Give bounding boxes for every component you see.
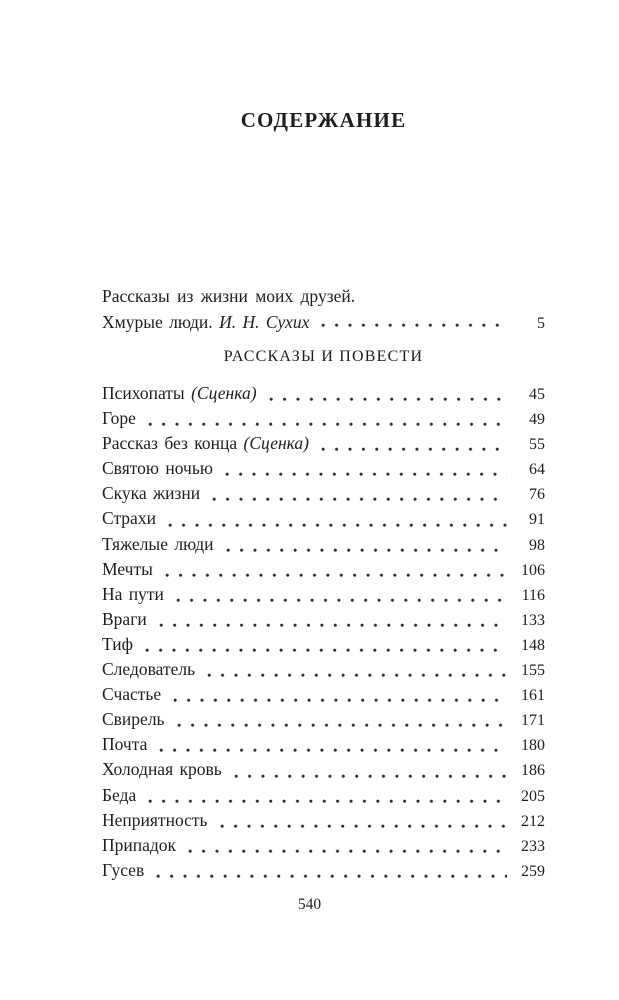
toc-row bbox=[102, 860, 545, 885]
toc-entry-title: Рассказ без конца (Сценка) bbox=[102, 433, 309, 454]
toc-entry-page: 161 bbox=[521, 687, 545, 705]
toc-entry-subtitle: (Сценка) bbox=[237, 433, 309, 454]
intro-line-2-text: Хмурые люди. bbox=[102, 312, 213, 332]
toc-entry-page: 180 bbox=[521, 737, 545, 755]
dot-leader bbox=[148, 799, 507, 804]
contents-title: СОДЕРЖАНИЕ bbox=[240, 108, 407, 132]
toc-entry-page: 91 bbox=[529, 511, 545, 529]
toc-row bbox=[102, 684, 545, 709]
dot-leader bbox=[148, 422, 507, 427]
intro-page-number: 5 bbox=[537, 315, 545, 332]
toc-row bbox=[102, 508, 545, 533]
dot-leader bbox=[165, 573, 507, 578]
intro-line-2 bbox=[102, 309, 545, 334]
toc-entry-title: Почта bbox=[102, 734, 148, 755]
toc-row bbox=[102, 458, 545, 483]
toc-entry-title: Свирель bbox=[102, 709, 165, 730]
toc-row bbox=[102, 835, 545, 860]
toc-entry-page: 45 bbox=[529, 386, 545, 403]
toc-entry-title: Скука жизни bbox=[102, 483, 201, 504]
toc-entry-title: Припадок bbox=[102, 834, 177, 855]
dot-leader bbox=[176, 598, 507, 603]
toc-entry-title: Психопаты (Сценка) bbox=[102, 383, 257, 403]
toc-entry-subtitle: (Сценка) bbox=[184, 383, 257, 403]
toc-entry-page: 155 bbox=[521, 662, 545, 680]
toc-list bbox=[102, 383, 545, 885]
dot-leader bbox=[159, 748, 507, 753]
dot-leader bbox=[212, 497, 507, 502]
toc-entry-title: Беда bbox=[102, 784, 137, 805]
dot-leader bbox=[321, 447, 507, 452]
toc-entry-page: 205 bbox=[521, 787, 545, 805]
toc-row bbox=[102, 810, 545, 835]
dot-leader bbox=[156, 874, 507, 879]
dot-leader bbox=[226, 548, 507, 553]
dot-leader bbox=[269, 397, 507, 402]
toc-entry-title: Враги bbox=[102, 608, 147, 629]
toc-entry-page: 76 bbox=[529, 486, 545, 504]
toc-row bbox=[102, 408, 545, 433]
toc-row bbox=[102, 383, 545, 408]
toc-row bbox=[102, 584, 545, 609]
intro-line-1: Рассказы из жизни моих друзей. bbox=[102, 286, 356, 306]
toc-entry-page: 212 bbox=[521, 812, 545, 830]
toc-row bbox=[102, 483, 545, 508]
toc-row bbox=[102, 734, 545, 759]
toc-row bbox=[102, 634, 545, 659]
dot-leader bbox=[220, 824, 507, 829]
intro-author: И. Н. Сухих bbox=[219, 312, 310, 332]
toc-entry-title: Святою ночью bbox=[102, 458, 213, 479]
toc-entry-title: Тяжелые люди bbox=[102, 533, 214, 554]
dot-leader bbox=[207, 673, 507, 678]
toc-entry-title: Тиф bbox=[102, 633, 133, 654]
toc-entry-title: Страхи bbox=[102, 508, 156, 529]
dot-leader bbox=[225, 472, 507, 477]
toc-entry-title: Следователь bbox=[102, 659, 196, 680]
toc-entry-page: 64 bbox=[529, 461, 545, 479]
toc-entry-page: 233 bbox=[521, 837, 545, 855]
toc-row bbox=[102, 759, 545, 784]
toc-entry-page: 49 bbox=[529, 411, 545, 429]
toc-entry-page: 55 bbox=[529, 436, 545, 454]
toc-entry-page: 98 bbox=[529, 536, 545, 554]
dot-leader bbox=[321, 323, 507, 328]
toc-entry-page: 148 bbox=[521, 636, 545, 654]
dot-leader bbox=[145, 648, 507, 653]
toc-row bbox=[102, 534, 545, 559]
toc-entry-title: Холодная кровь bbox=[102, 759, 222, 780]
intro-block bbox=[102, 283, 545, 334]
toc-entry-title: На пути bbox=[102, 583, 164, 604]
toc-entry-title: Счастье bbox=[102, 684, 162, 705]
toc-row bbox=[102, 609, 545, 634]
toc-entry-page: 259 bbox=[521, 862, 545, 880]
toc-entry-page: 171 bbox=[521, 712, 545, 730]
section-heading: РАССКАЗЫ И ПОВЕСТИ bbox=[223, 348, 424, 365]
toc-entry-title: Горе bbox=[102, 408, 136, 429]
dot-leader bbox=[188, 849, 507, 854]
toc-entry-title: Гусев bbox=[102, 859, 145, 880]
page-folio: 540 bbox=[297, 896, 322, 913]
dot-leader bbox=[234, 774, 507, 779]
toc-row bbox=[102, 433, 545, 458]
toc-row bbox=[102, 785, 545, 810]
toc-entry-page: 133 bbox=[521, 611, 545, 629]
dot-leader bbox=[177, 723, 507, 728]
dot-leader bbox=[168, 523, 507, 528]
toc-row bbox=[102, 659, 545, 684]
toc-row bbox=[102, 709, 545, 734]
dot-leader bbox=[173, 698, 507, 703]
dot-leader bbox=[159, 623, 507, 628]
toc-entry-title: Неприятность bbox=[102, 809, 208, 830]
toc-row bbox=[102, 559, 545, 584]
toc-entry-page: 116 bbox=[521, 586, 545, 604]
toc-entry-title: Мечты bbox=[102, 558, 153, 579]
toc-entry-page: 106 bbox=[521, 561, 545, 579]
toc-entry-page: 186 bbox=[521, 762, 545, 780]
